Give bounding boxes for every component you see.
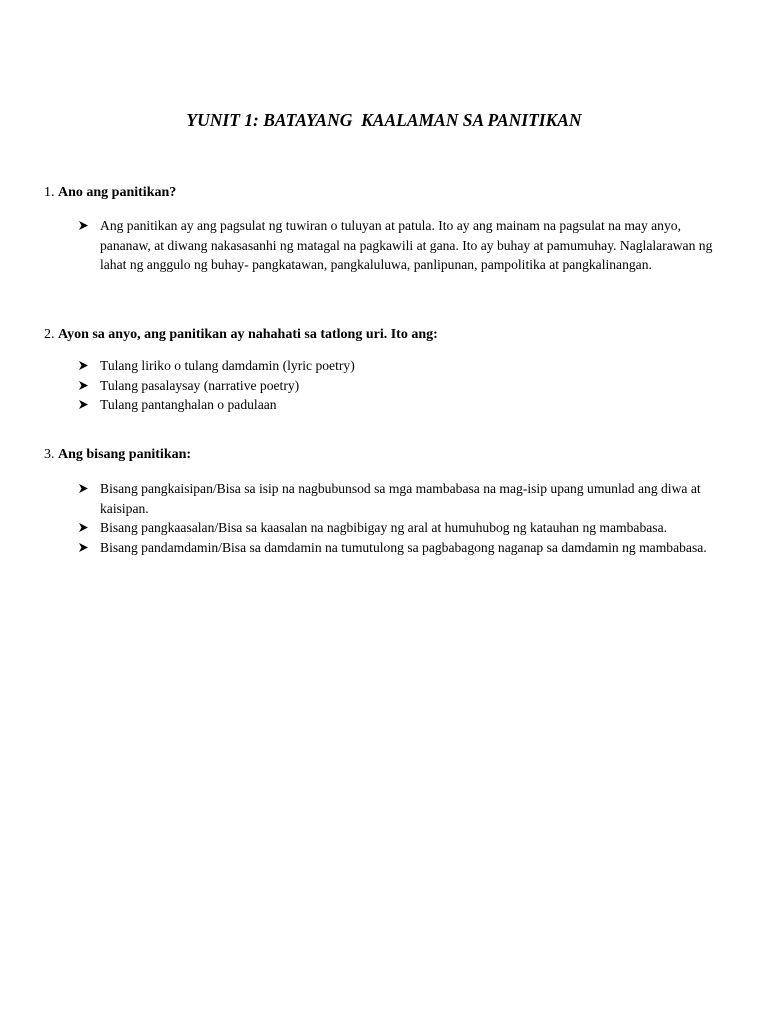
arrowhead-bullet-icon (78, 376, 92, 396)
list-item (44, 518, 734, 538)
question-heading (44, 445, 734, 465)
question-heading (44, 325, 734, 345)
list-item-text: Tulang liriko o tulang damdamin (lyric poetry) (100, 358, 355, 373)
arrowhead-bullet-icon (78, 216, 92, 236)
list-item-text: Bisang pangkaasalan/Bisa sa kaasalan na nagbibigay ng aral at humuhubog ng katauhan ng mambabasa. (100, 520, 667, 535)
arrowhead-bullet-icon (78, 356, 92, 376)
question-heading (44, 183, 734, 203)
list-item (44, 479, 734, 518)
list-item-text: Tulang pantanghalan o padulaan (100, 397, 277, 412)
list-item-text: Bisang pangkaisipan/Bisa sa isip na nagbubunsod sa mga mambabasa na mag-isip upang umunlad ang diwa at kaisipan. (100, 481, 701, 516)
answer-list (44, 356, 734, 415)
section-3 (44, 445, 734, 557)
list-item (44, 216, 734, 275)
question-number: 1. (44, 185, 55, 200)
answer-list (44, 216, 734, 275)
page-title: YUNIT 1: BATAYANG KAALAMAN SA PANITIKAN (186, 110, 582, 130)
question-text: Ayon sa anyo, ang panitikan ay nahahati sa tatlong uri. Ito ang: (58, 327, 438, 342)
answer-list (44, 479, 734, 557)
list-item (44, 395, 734, 415)
list-item-text: Tulang pasalaysay (narrative poetry) (100, 377, 300, 393)
question-number: 2. (44, 327, 55, 342)
question-number: 3. (44, 447, 55, 462)
arrowhead-bullet-icon (78, 538, 92, 558)
list-item (44, 376, 734, 396)
list-item-text: Bisang pandamdamin/Bisa sa damdamin na tumutulong sa pagbabagong naganap sa damdamin ng mambabasa. (100, 539, 707, 555)
question-text: Ang bisang panitikan: (58, 447, 192, 462)
section-1 (44, 183, 734, 275)
list-item (44, 356, 734, 376)
list-item-text: Ang panitikan ay ang pagsulat ng tuwiran o tuluyan at patula. Ito ay ang mainam na pagsulat na may anyo, pananaw, at diwang nakasasanhi ng matagal na pagkawili at gana. Ito ay buhay at pamumuhay. Naglalarawan ng lahat ng anggulo ng buhay- pangkatawan, pangkaluluwa, panlipunan, pampolitika at pangkalinangan. (100, 218, 713, 272)
arrowhead-bullet-icon (78, 395, 92, 415)
list-item (44, 538, 734, 558)
arrowhead-bullet-icon (78, 518, 92, 538)
question-text: Ano ang panitikan? (58, 185, 177, 200)
arrowhead-bullet-icon (78, 479, 92, 499)
section-2 (44, 325, 734, 415)
